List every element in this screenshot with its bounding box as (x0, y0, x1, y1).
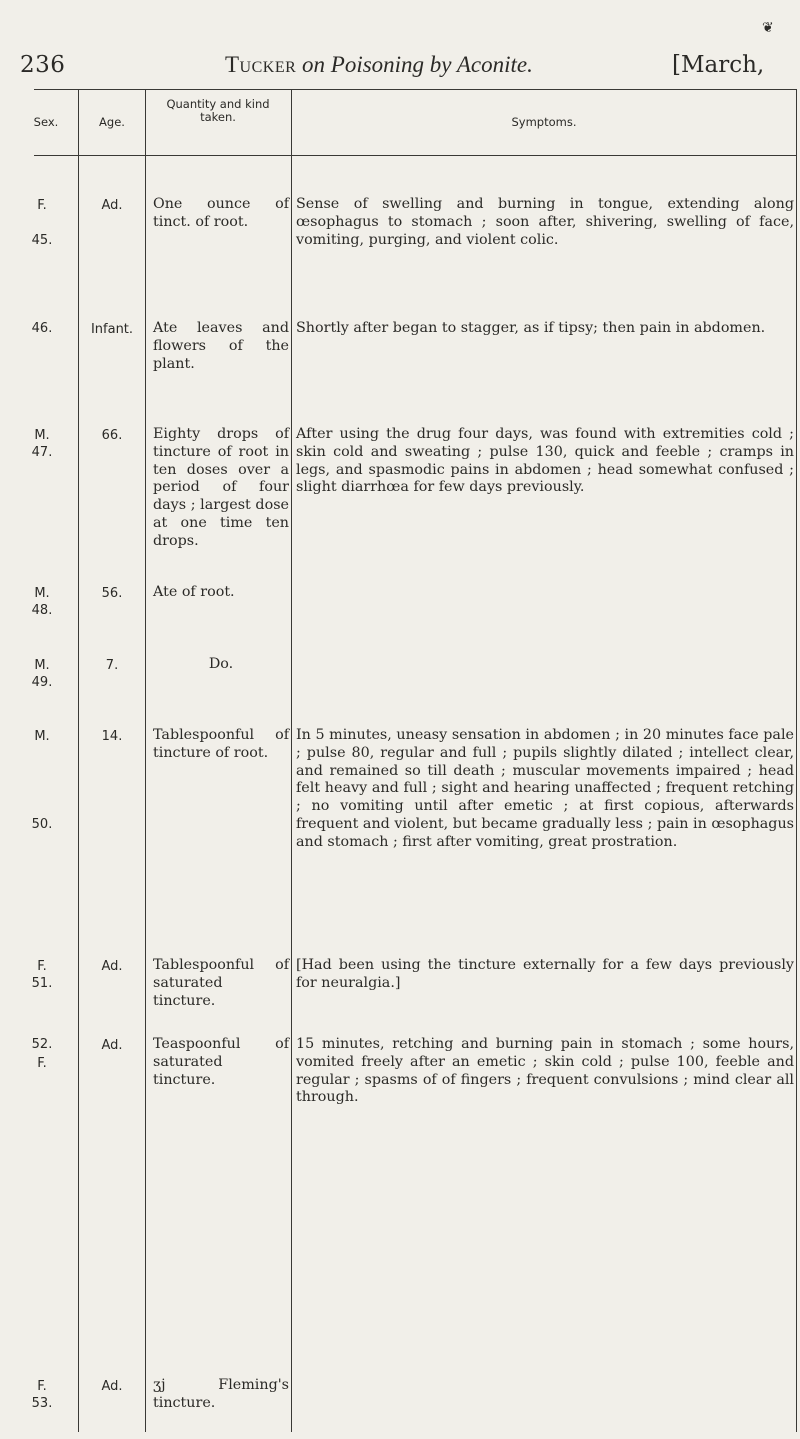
row-quantity: Teaspoonful of saturated tincture. (153, 1036, 289, 1088)
table-right-rule (796, 89, 797, 1432)
row-age: 14. (101, 729, 123, 744)
column-header-sex: Sex. (33, 115, 59, 129)
row-age: Infant. (90, 322, 134, 337)
page-header (0, 0, 800, 90)
row-quantity: Ate of root. (153, 584, 235, 600)
case-number: 46. (31, 321, 53, 336)
column-header-age: Age. (99, 115, 125, 129)
row-sex: F. (37, 1379, 47, 1394)
column-header-symptoms: Symptoms. (511, 115, 577, 129)
case-number: 48. (31, 603, 53, 618)
case-number: 50. (31, 817, 53, 832)
row-sex: M. (34, 658, 50, 673)
row-symptoms: In 5 minutes, uneasy sensation in abdomen ; in 20 minutes face pale ; pulse 80, regular and full ; pupils slightly dilated ; intellect clear, and remained so till death ; muscular movements impaired ; head felt heavy and full ; sight and hearing unaffected ; frequent retching ; no vomiting until after emetic ; at first copious, afterwards frequent and violent, but became gradually less ; pain in œsophagus and stomach ; first after vomiting, great prostration. (296, 727, 794, 850)
row-age: Ad. (101, 959, 123, 974)
author-name: Tucker (225, 52, 297, 77)
row-quantity: Tablespoonful of tincture of root. (153, 727, 289, 761)
running-title (225, 52, 533, 78)
page-number: 236 (20, 52, 66, 78)
row-symptoms: [Had been using the tincture externally for a few days previously for neuralgia.] (296, 957, 794, 991)
table-top-rule (34, 89, 796, 90)
row-symptoms: After using the drug four days, was found with extremities cold ; skin cold and sweating ; pulse 130, quick and feeble ; cramps in legs, and spasmodic pains in abdomen ; head somewhat confused ; slight diarrhœa for few days previously. (296, 426, 794, 496)
row-sex: F. (37, 198, 47, 213)
row-quantity: One ounce of tinct. of root. (153, 196, 289, 230)
row-age: 7. (105, 658, 119, 673)
case-number: 45. (31, 233, 53, 248)
row-sex: F. (37, 1056, 47, 1071)
row-sex: M. (34, 729, 50, 744)
case-number: 51. (31, 976, 53, 991)
col-divider-3 (291, 89, 292, 1432)
row-symptoms: 15 minutes, retching and burning pain in stomach ; some hours, vomited freely after an emetic ; skin cold ; pulse 100, feeble and regular ; spasms of of fingers ; frequent convulsions ; mind clear all through. (296, 1036, 794, 1106)
row-quantity: Do. (208, 656, 234, 672)
row-sex: F. (37, 959, 47, 974)
row-quantity: ʒj Fleming's tincture. (153, 1377, 289, 1411)
row-age: Ad. (101, 198, 123, 213)
decorative-mark: ❦ (762, 20, 774, 36)
row-quantity: Ate leaves and flowers of the plant. (153, 320, 289, 372)
col-divider-1 (78, 89, 79, 1432)
case-number: 49. (31, 675, 53, 690)
row-sex: M. (34, 586, 50, 601)
row-quantity: Eighty drops of tincture of root in ten doses over a period of four days ; largest dose at one time ten drops. (153, 426, 289, 549)
case-number: 53. (31, 1396, 53, 1411)
title-rest: on Poisoning by Aconite. (302, 52, 533, 77)
row-age: 56. (101, 586, 123, 601)
header-bottom-rule (34, 155, 796, 156)
case-number: 47. (31, 445, 53, 460)
row-quantity: Tablespoonful of saturated tincture. (153, 957, 289, 1009)
row-age: Ad. (101, 1038, 123, 1053)
month-label: [March, (672, 52, 765, 78)
row-symptoms: Shortly after began to stagger, as if tipsy; then pain in abdomen. (296, 320, 766, 336)
column-header-quantity: Quantity and kind taken. (166, 97, 270, 124)
row-age: Ad. (101, 1379, 123, 1394)
row-age: 66. (101, 428, 123, 443)
case-number: 52. (31, 1037, 53, 1052)
row-symptoms: Sense of swelling and burning in tongue, extending along œsophagus to stomach ; soon after, shivering, swelling of face, vomiting, purging, and violent colic. (296, 196, 794, 248)
row-sex: M. (34, 428, 50, 443)
col-divider-2 (145, 89, 146, 1432)
